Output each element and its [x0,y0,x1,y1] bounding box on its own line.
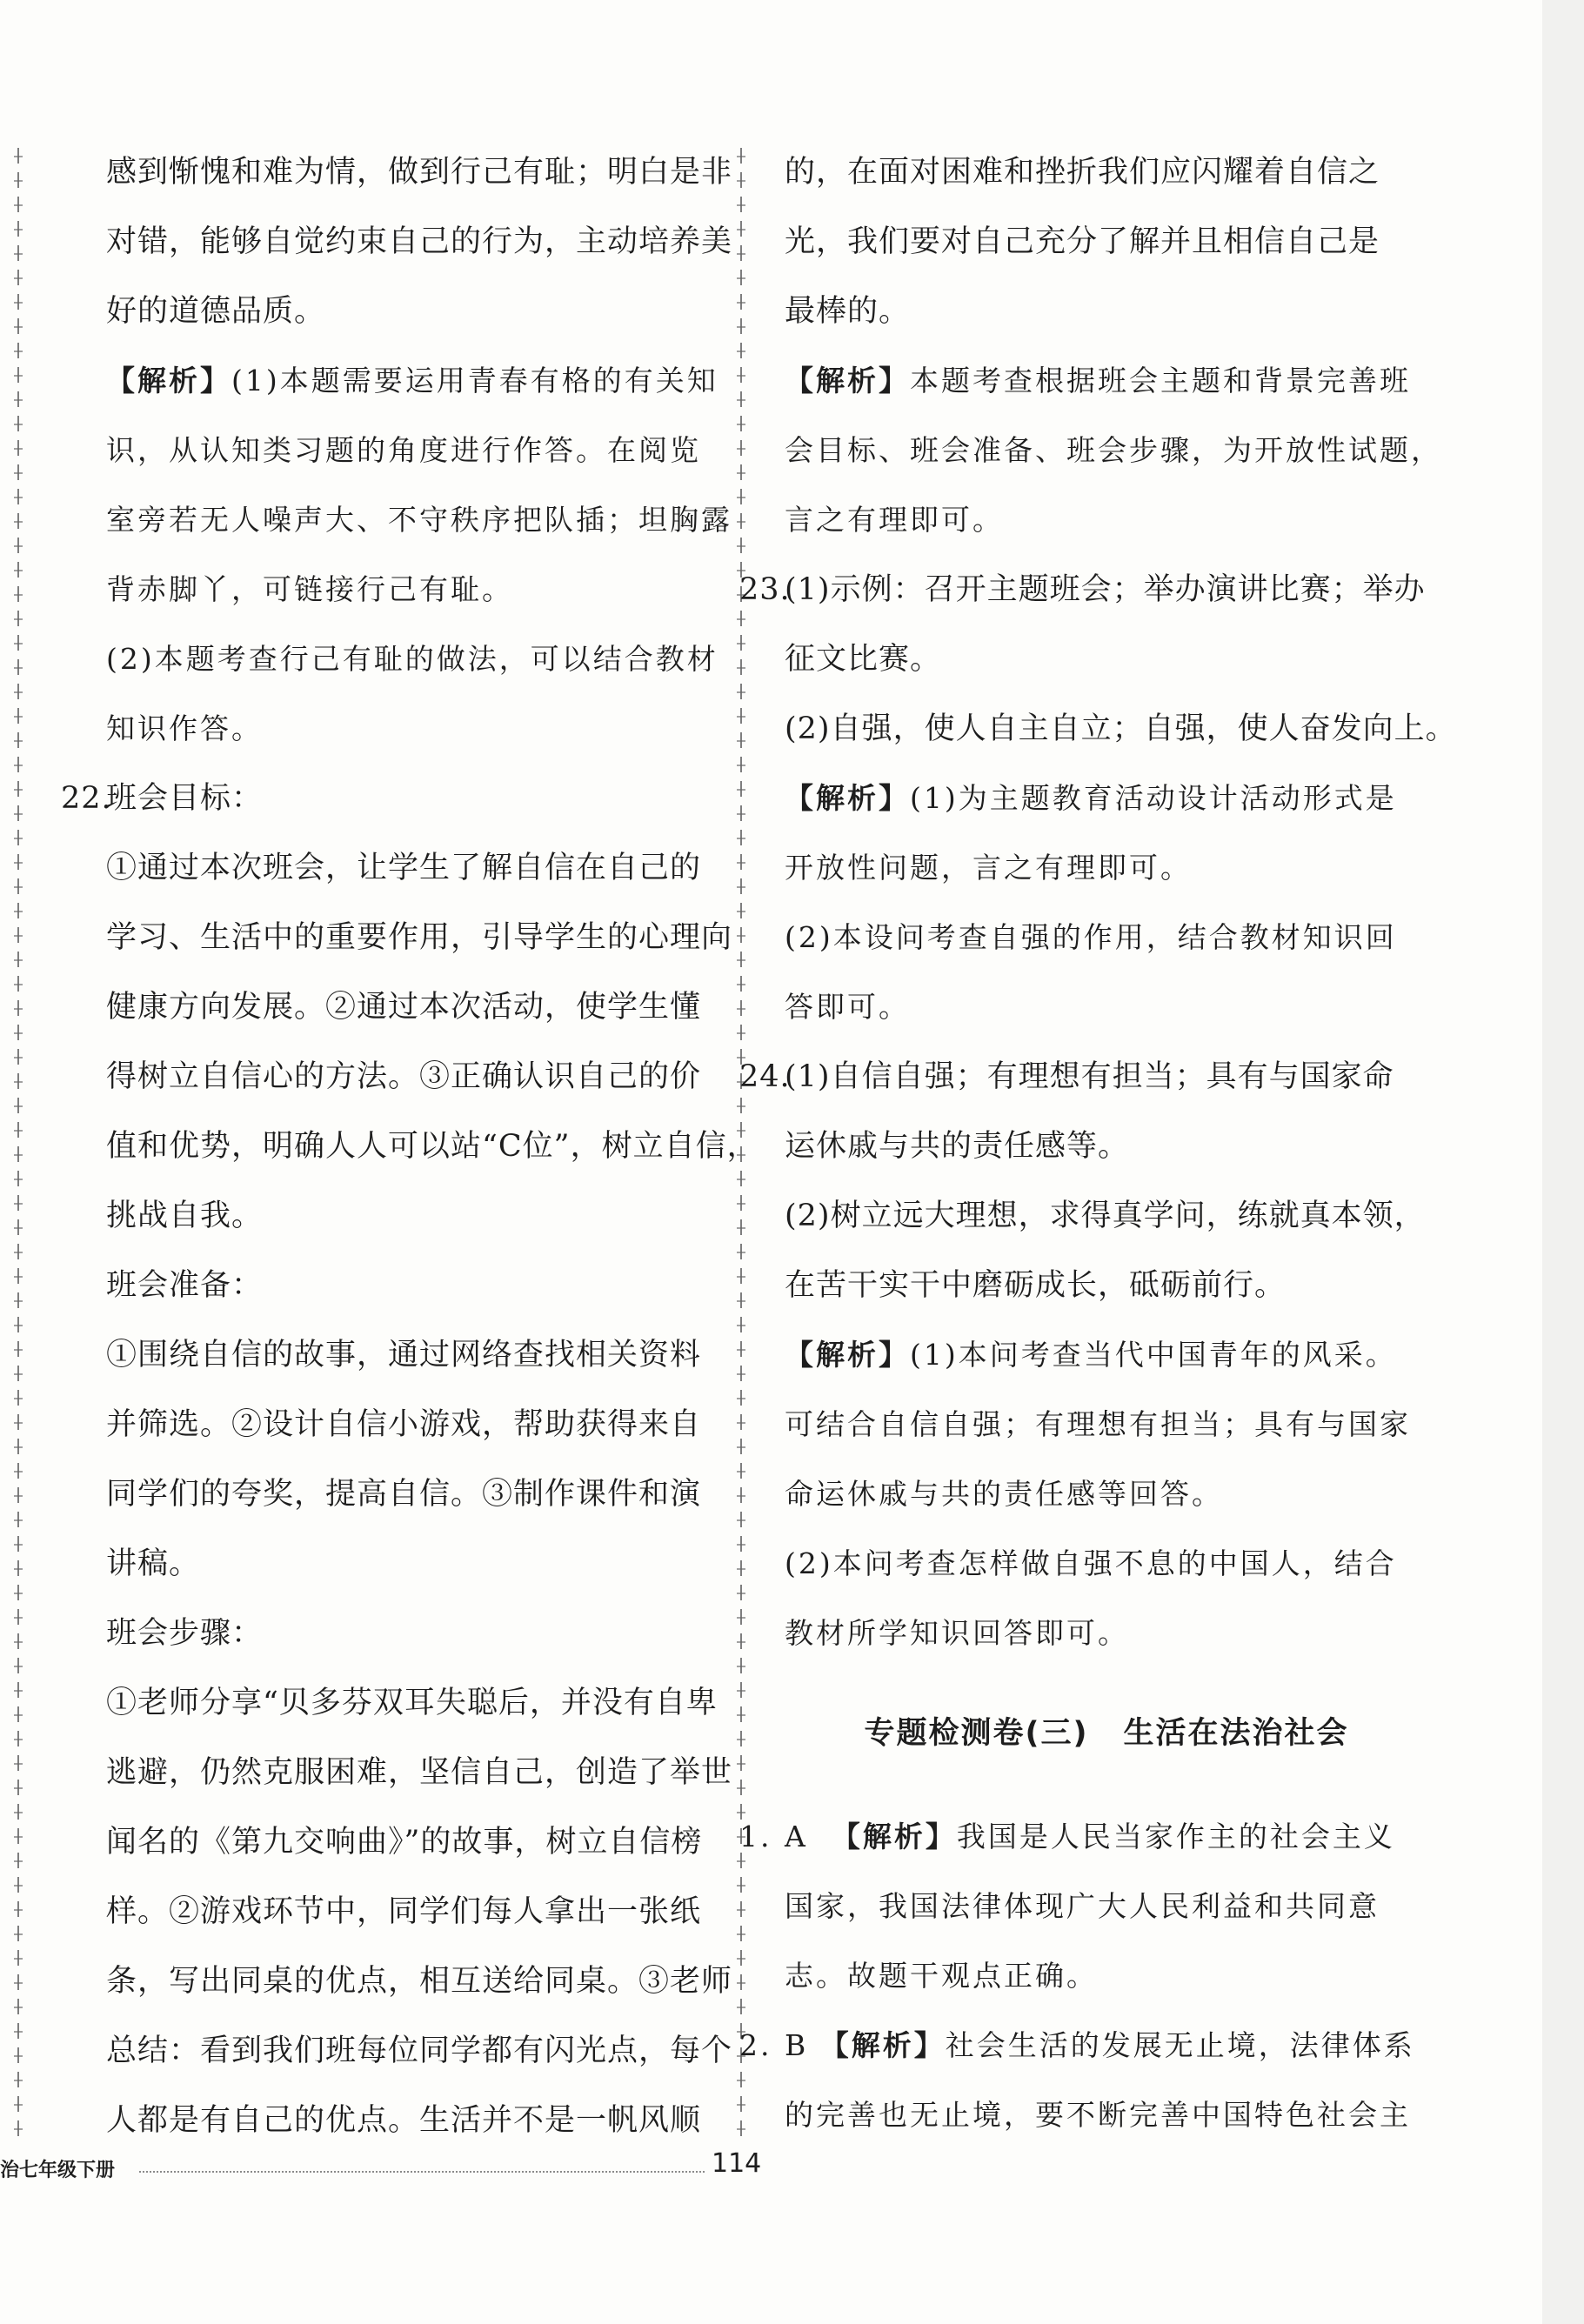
line-text: 开放性问题，言之有理即可。 [785,851,1192,885]
text-line [739,2011,1428,2080]
line-text: 学习、生活中的重要作用，引导学生的心理向 [106,920,733,955]
question-number: 22. [61,781,112,816]
text-line [106,207,733,277]
analysis-tag: 【解析】 [819,2028,946,2062]
text-line [106,1877,706,1947]
line-text: ①通过本次班会，让学生了解自信在自己的 [106,851,702,885]
line-text: ①围绕自信的故事，通过网络查找相关资料 [106,1338,702,1372]
text-line [106,1947,733,2016]
line-text: 条，写出同桌的优点，相互送给同桌。③老师 [106,1964,733,1999]
text-line [106,972,706,1042]
line-text: 光，我们要对自己充分了解并且相信自己是 [785,224,1380,259]
question-number: 2. [739,2028,772,2062]
line-text: 闻名的《第九交响曲》”的故事，树立自信榜 [106,1825,703,1860]
text-line [785,485,1428,555]
analysis-tag: 【解析】 [785,781,910,815]
line-text: 讲稿。 [106,1546,201,1581]
question-number: 1. [739,1820,772,1853]
text-line [106,2016,733,2086]
text-line [785,346,1428,416]
text-line [785,1390,1428,1459]
line-text: 知识作答。 [106,711,263,745]
text-line [785,694,1457,764]
text-line [785,833,1428,903]
text-line [785,1599,1428,1668]
question-number: 23. [739,572,791,607]
line-text: 言之有理即可。 [785,503,1004,537]
text-line [106,1738,733,1807]
line-text: 感到惭愧和难为情，做到行己有耻；明白是非 [106,155,733,190]
text-line [106,833,706,903]
text-line [106,1251,706,1320]
line-text: 志。故题干观点正确。 [785,1959,1098,1993]
line-text: 在苦干实干中磨砺成长，砥砺前行。 [785,1268,1287,1303]
text-line [106,624,718,694]
text-line [106,1668,718,1738]
line-text: 背赤脚丫，可链接行己有耻。 [106,572,513,606]
analysis-tag: 【解析】 [106,364,231,397]
line-text: 的，在面对困难和挫折我们应闪耀着自信之 [785,155,1380,190]
text-line [785,1251,1428,1320]
line-text: ①老师分享“贝多芬双耳失聪后，并没有自卑 [106,1686,718,1720]
line-text: 本题考查根据班会主题和背景完善班 [910,364,1411,397]
text-line [739,1042,1428,1112]
line-text: 教材所学知识回答即可。 [785,1616,1129,1650]
section-title [785,1668,1428,1781]
analysis-tag: 【解析】 [785,364,910,397]
text-line [785,764,1428,833]
left-cut-line [12,148,24,2140]
text-line [61,764,706,833]
line-text: (2)自强，使人自主自立；自强，使人奋发向上。 [785,711,1457,746]
analysis-tag: 【解析】 [785,1338,910,1372]
text-line [785,277,1428,346]
line-text: B [785,2028,820,2062]
text-line [785,903,1428,972]
line-text: 同学们的夸奖，提高自信。③制作课件和演 [106,1477,702,1512]
line-text: (2)本设问考查自强的作用，结合教材知识回 [785,920,1397,954]
line-text: 健康方向发展。②通过本次活动，使学生懂 [106,990,702,1025]
right-column [739,137,1457,2150]
line-text: (2)本题考查行己有耻的做法，可以结合教材 [106,642,718,676]
right-column-top [739,137,1457,1668]
left-column [61,137,759,2155]
page-footer [0,2148,1584,2192]
text-line [106,416,706,485]
line-text: 得树立自信心的方法。③正确认识自己的价 [106,1059,702,1094]
line-text: (1)示例：召开主题班会；举办演讲比赛；举办 [785,572,1426,607]
line-text: 可结合自信自强；有理想有担当；具有与国家 [785,1407,1411,1441]
line-text: 的完善也无止境，要不断完善中国特色社会主 [785,2098,1411,2132]
text-line [106,1042,706,1112]
text-line [106,485,732,555]
line-text: (2)本问考查怎样做自强不息的中国人，结合 [785,1546,1397,1580]
footer-book-label: 治七年级下册 [0,2160,116,2181]
line-text: 识，从认知类习题的角度进行作答。在阅览 [106,433,701,467]
text-line [785,1112,1428,1181]
line-text: 征文比赛。 [785,642,942,677]
line-text: 班会目标： [106,781,264,816]
line-text: 运休戚与共的责任感等。 [785,1129,1130,1164]
line-text: 命运休戚与共的责任感等回答。 [785,1477,1223,1511]
text-line [106,1181,706,1251]
line-text: 挑战自我。 [106,1199,264,1233]
line-text: 样。②游戏环节中，同学们每人拿出一张纸 [106,1894,702,1929]
text-line [106,1390,706,1459]
line-text: (1)本题需要运用青春有格的有关知 [231,364,718,397]
text-line [106,1112,759,1181]
line-text: 答即可。 [785,990,910,1024]
text-line [785,2080,1428,2150]
line-text: 人都是有自己的优点。生活并不是一帆风顺 [106,2103,702,2138]
text-line [106,555,706,624]
text-line [106,694,706,764]
text-line [785,1181,1428,1251]
page-edge-shadow [1542,0,1584,2324]
text-line [106,2086,706,2155]
text-line [106,1807,706,1877]
text-line [785,1320,1428,1390]
text-line [106,346,718,416]
line-text: (1)本问考查当代中国青年的风采。 [910,1338,1397,1372]
line-text: 对错，能够自觉约束自己的行为，主动培养美 [106,224,733,259]
line-text: 总结：看到我们班每位同学都有闪光点，每个 [106,2033,733,2068]
footer-dotted-rule [139,2171,705,2173]
text-line [739,1802,1428,1872]
text-line [785,624,1428,694]
line-text: 室旁若无人噪声大、不守秩序把队插；坦胸露 [106,503,732,537]
text-line [106,903,733,972]
line-text: 逃避，仍然克服困难，坚信自己，创造了举世 [106,1755,733,1790]
text-line [785,416,1442,485]
question-number: 24. [739,1059,791,1094]
line-text: 值和优势，明确人人可以站“C位”，树立自信， [106,1129,759,1164]
text-line [106,1459,706,1529]
text-line [106,1320,706,1390]
line-text: 最棒的。 [785,294,911,329]
right-column-bottom [739,1802,1428,2150]
line-text: 好的道德品质。 [106,294,326,329]
text-line [785,1459,1428,1529]
line-text: 社会生活的发展无止境，法律体系 [945,2028,1415,2062]
line-text: 班会准备： [106,1268,264,1303]
text-line [785,207,1428,277]
line-text: A [785,1820,832,1853]
line-text: (2)树立远大理想，求得真学问，练就真本领， [785,1199,1426,1233]
text-line [106,1599,706,1668]
text-line [785,137,1428,207]
line-text: 班会步骤： [106,1616,264,1651]
line-text: (1)自信自强；有理想有担当；具有与国家命 [785,1059,1394,1094]
line-text: 会目标、班会准备、班会步骤，为开放性试题， [785,433,1442,467]
text-line [785,1872,1428,1941]
section-title-part1: 专题检测卷(三) [864,1716,1089,1751]
text-line [106,1529,706,1599]
line-text: 并筛选。②设计自信小游戏，帮助获得来自 [106,1407,702,1442]
section-title-part2: 生活在法治社会 [1123,1716,1349,1751]
text-line [106,277,706,346]
line-text: 国家，我国法律体现广大人民利益和共同意 [785,1889,1380,1923]
text-line [785,972,1428,1042]
line-text: 我国是人民当家作主的社会主义 [956,1820,1395,1853]
page-number: 114 [712,2148,762,2179]
text-line [785,1941,1428,2011]
text-line [785,1529,1428,1599]
analysis-tag: 【解析】 [831,1820,957,1853]
line-text: (1)为主题教育活动设计活动形式是 [910,781,1397,815]
text-line [739,555,1428,624]
text-line [106,137,733,207]
